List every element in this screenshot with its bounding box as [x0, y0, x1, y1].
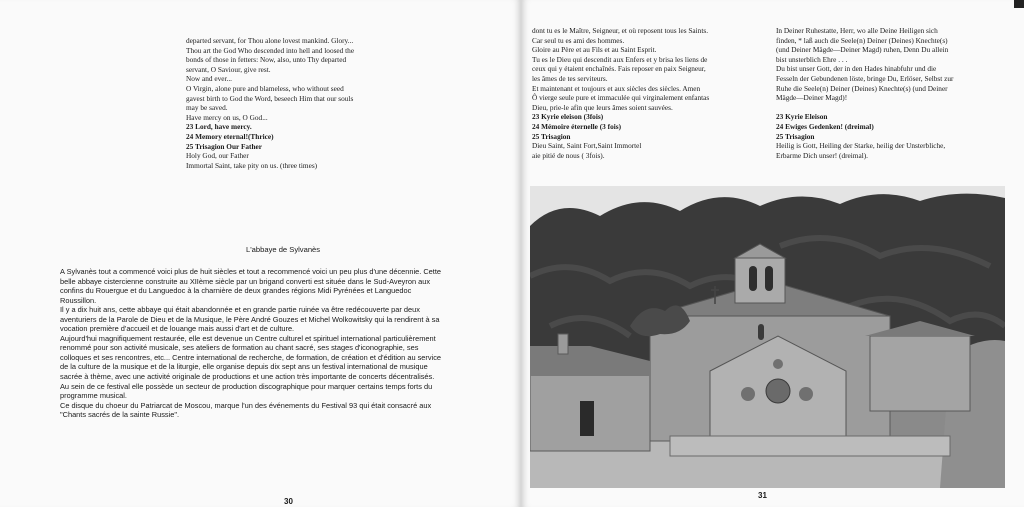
text-line: Erbarme Dich unser! (dreimal). — [776, 150, 868, 160]
text-line: bist unsterblich Ehre . . . — [776, 54, 848, 64]
essay-line: colloques et ses rencontres, etc... Centre international de recherche, de formation, de création et d'édition au service — [60, 352, 442, 362]
text-line: Du bist unser Gott, der in den Hades hinabfuhr und die — [776, 64, 937, 74]
essay-line: "Chants sacrés de la sainte Russie". — [60, 410, 180, 420]
bell-opening-left — [749, 266, 757, 291]
page-number-left: 30 — [284, 497, 293, 506]
liturgy-text-french — [532, 26, 762, 160]
text-line: Gloire au Père et au Fils et au Saint Esprit. — [532, 45, 657, 55]
text-line: bonds of those in fetters: Now, also, unto Thy departed — [186, 55, 347, 65]
essay-line: sacrée à thème, avec une activité originale de productions et une action très importante de concerts décentralisés. — [60, 372, 435, 382]
bell-opening-right — [765, 266, 773, 291]
oculus-right — [799, 387, 813, 401]
text-line: Tu es le Dieu qui descendit aux Enfers et y brisa les liens de — [532, 54, 708, 64]
abbey-photograph — [530, 186, 1005, 488]
right-page — [522, 0, 1024, 507]
liturgy-text-german — [776, 26, 1016, 160]
essay-line: de la culture de la musique et de la liturgie, elle organise depuis dix sept ans un festival international de musique — [60, 362, 428, 372]
text-line: (und Deiner Mägde—Deiner Magd) ruhen, Denn Du allein — [776, 45, 949, 55]
courtyard-wall — [670, 436, 950, 456]
essay-line: programme musical. — [60, 391, 127, 401]
essay-line: Aujourd'hui magnifiquement restaurée, elle est devenue un Centre culturel et spirituel international particulièrement — [60, 333, 436, 343]
oculus-left — [741, 387, 755, 401]
text-line: Now and ever... — [186, 74, 232, 84]
essay-body — [60, 267, 518, 420]
essay-title: L'abbaye de Sylvanès — [246, 245, 321, 254]
oculus-top — [773, 359, 783, 369]
chimney — [558, 334, 568, 354]
text-line: O Virgin, alone pure and blameless, who without seed — [186, 83, 344, 93]
text-line: 25 Trisagion Our Father — [186, 141, 263, 151]
text-line: Mägde—Deiner Magd)! — [776, 93, 848, 103]
essay-line: renommé pour son activité musicale, ses ateliers de formation au chant sacré, ses stages d'iconographie, ses — [60, 343, 419, 353]
liturgy-text-english — [186, 36, 406, 170]
facade-window — [758, 324, 764, 340]
text-line: Ruhe die Seele(n) Deiner (Deines) Knechte(s) (und Deiner — [776, 83, 948, 93]
essay-line: Au sein de ce festival elle possède un secteur de production discographique pour marquer certains temps forts du — [60, 381, 433, 391]
text-line: les âmes de tes serviteurs. — [532, 73, 608, 83]
text-line: Fesseln der Gebundenen löste, bringe Du, Erlöser, Selbst zur — [776, 73, 954, 83]
text-line: ceux qui y étaient enchaînés. Fais reposer en paix Seigneur, — [532, 64, 706, 74]
page-number-right: 31 — [758, 491, 767, 500]
text-line: 24 Ewiges Gedenken! (dreimal) — [776, 121, 874, 131]
text-line: servant, O Saviour, give rest. — [186, 64, 271, 74]
text-line: departed servant, for Thou alone lovest mankind. Glory... — [186, 36, 354, 45]
text-line: Holy God, our Father — [186, 151, 249, 161]
cloister-door — [580, 401, 594, 436]
essay-line: confins du Rouergue et du Languedoc à la charnière de deux grandes régions Midi Pyrénées et Languedoc — [60, 286, 412, 296]
text-line: Heilig is Gott, Heiling der Starke, heilig der Unsterbliche, — [776, 141, 946, 151]
essay-line: Il y a dix huit ans, cette abbaye qui était abandonnée et en grande partie ruinée va être redécouverte par deux — [60, 305, 420, 315]
text-line — [776, 103, 1016, 113]
text-line: dont tu es le Maître, Seigneur, et où reposent tous les Saints. — [532, 26, 709, 35]
text-line: 25 Trisagion — [776, 131, 815, 141]
text-line: 23 Lord, have mercy. — [186, 122, 252, 132]
essay-line: Ce disque du choeur du Patriarcat de Moscou, marque l'un des événements du Festival 93 qui était consacré aux — [60, 400, 432, 410]
essay-line: A Sylvanès tout a commencé voici plus de huit siècles et tout a recommencé voici un peu plus d'une décennie. Cette — [60, 267, 442, 276]
text-line: 23 Kyrie Eleison — [776, 112, 828, 122]
text-line: Dieu, prie-le afin que leurs âmes soient sauvées. — [532, 102, 673, 112]
text-line: may be saved. — [186, 103, 228, 113]
essay-line: vocation première d'accueil et de louange mais aussi d'art et de culture. — [60, 324, 295, 334]
text-line: 25 Trisagion — [532, 131, 571, 141]
text-line: gavest birth to God the Word, beseech Him that our souls — [186, 93, 354, 103]
bell-tower — [735, 258, 785, 303]
text-line: 23 Kyrie eleison (3fois) — [532, 112, 604, 122]
rose-window — [766, 379, 790, 403]
text-line: Have mercy on us, O God... — [186, 112, 268, 122]
text-line: Dieu Saint, Saint Fort,Saint Immortel — [532, 141, 642, 151]
text-line: 24 Memory eternal!(Thrice) — [186, 131, 274, 141]
text-line: Ô vierge seule pure et immaculée qui virginalement enfantas — [532, 93, 710, 103]
text-line: Car seul tu es ami des hommes. — [532, 35, 625, 45]
essay-line: belle abbaye cistercienne construite au XIIème siècle par un brigand converti est située dans le Sud-Aveyron aux — [60, 276, 431, 286]
text-line: Et maintenant et toujours et aux siècles des siècles. Amen — [532, 83, 701, 93]
text-line: Thou art the God Who descended into hell and loosed the — [186, 45, 355, 55]
text-line: finden, * laß auch die Seele(n) Deiner (Deines) Knechte(s) — [776, 35, 948, 45]
essay-line: aventuriers de la Parole de Dieu et de la Musique, le Père André Gouzes et Michel Wolkowitsky qui la rendirent à sa — [60, 314, 440, 324]
text-line: aie pitié de nous ( 3fois). — [532, 150, 605, 160]
essay-line: Roussillon. — [60, 295, 97, 305]
wing-right — [870, 336, 970, 411]
text-line: Immortal Saint, take pity on us. (three times) — [186, 160, 318, 170]
text-line: In Deiner Ruhestatte, Herr, wo alle Deine Heiligen sich — [776, 26, 938, 35]
corner-mark — [1014, 0, 1024, 8]
text-line: 24 Mémoire éternelle (3 fois) — [532, 121, 622, 131]
